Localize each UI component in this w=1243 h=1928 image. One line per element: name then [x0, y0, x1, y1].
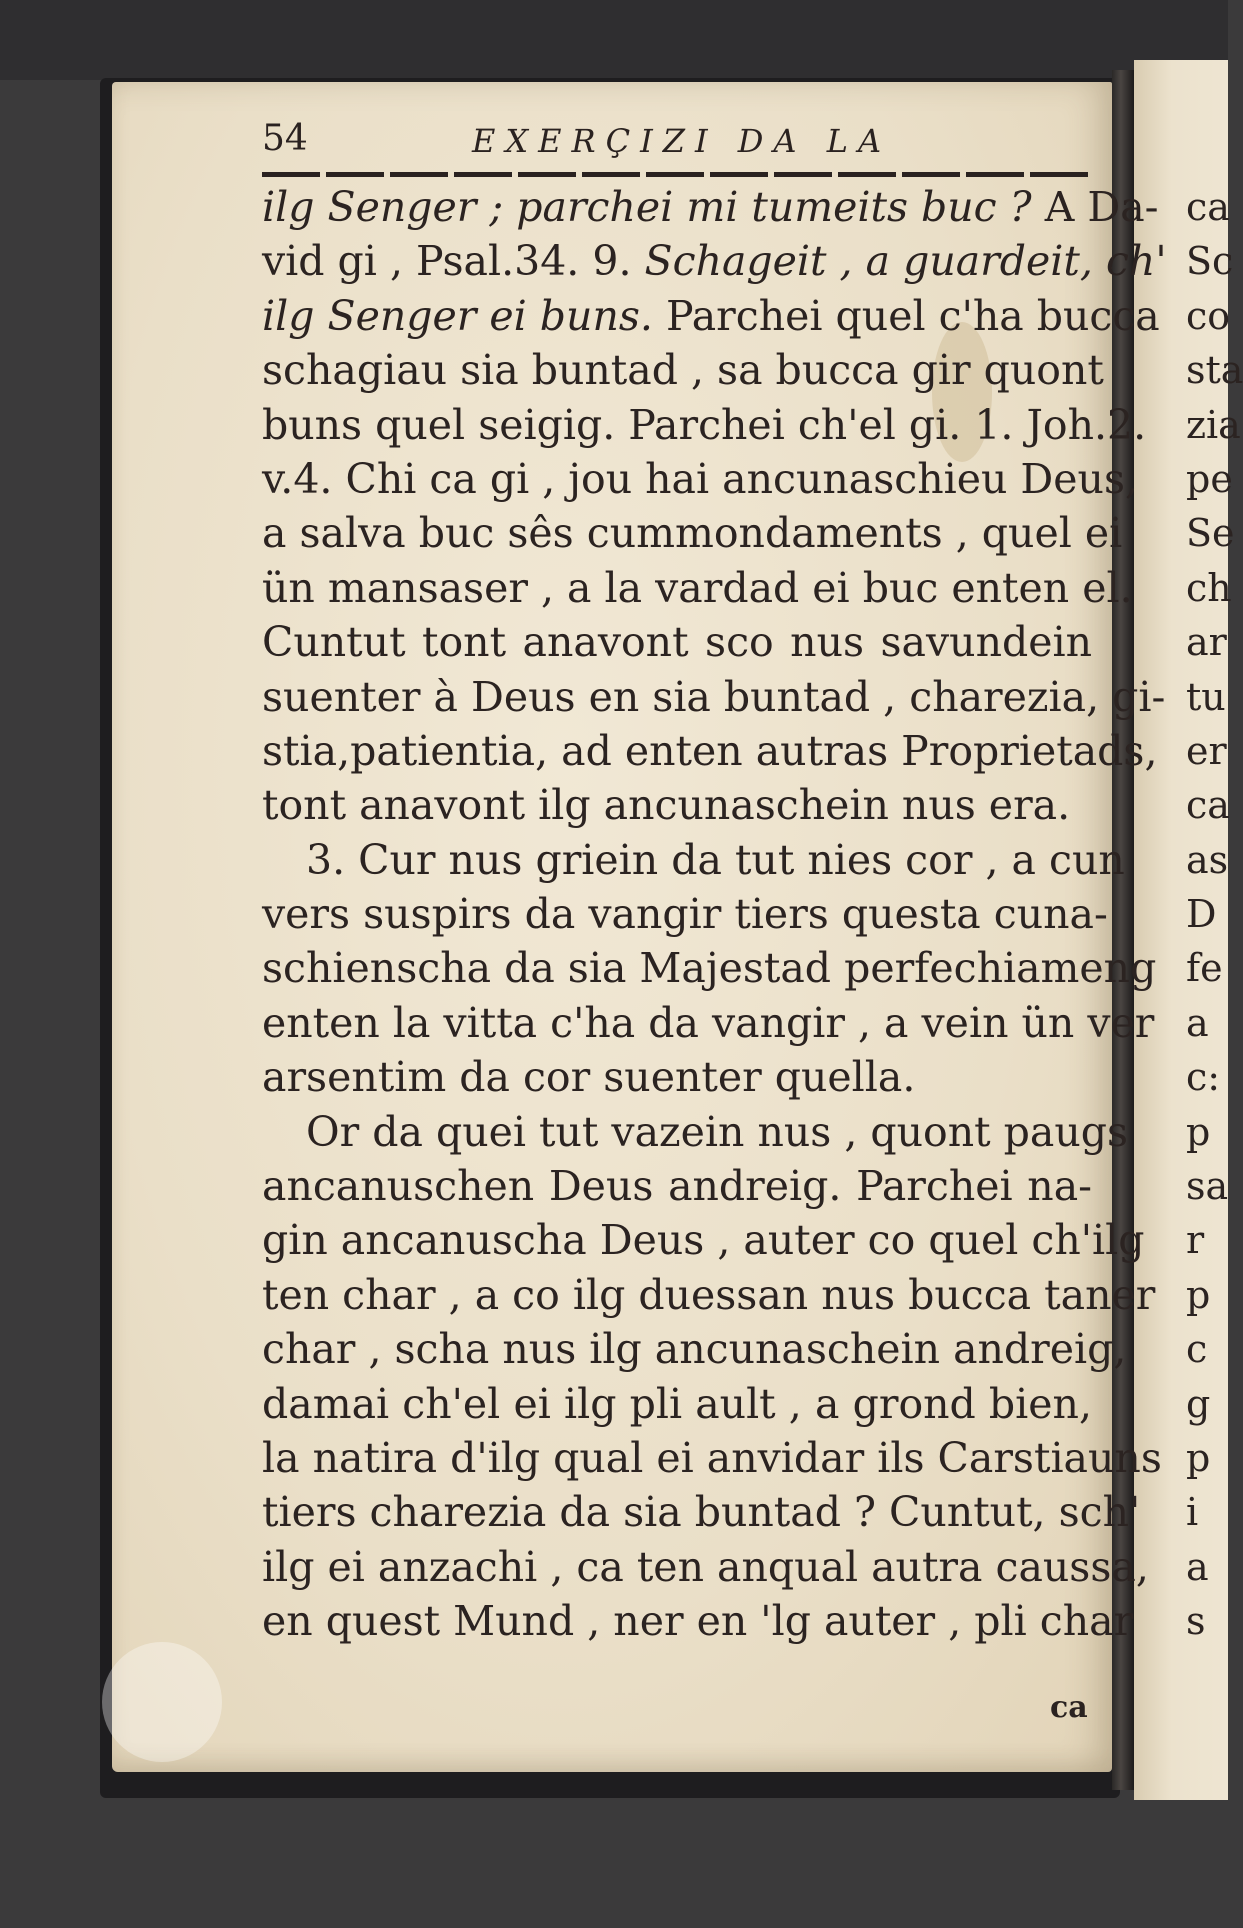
facing-page-fragment: a	[1186, 1000, 1209, 1045]
facing-page-fragment: as	[1186, 837, 1229, 882]
text-line	[262, 506, 1123, 560]
text-run: ancanuschen Deus andreig. Parchei na-	[262, 1162, 1092, 1211]
text-run: tiers charezia da sia buntad ? Cuntut, sch'	[262, 1488, 1141, 1537]
text-line	[262, 1322, 1127, 1376]
text-line	[262, 234, 1167, 288]
text-line	[262, 1268, 1156, 1322]
paper-wear	[102, 1642, 222, 1762]
text-line	[262, 833, 1125, 887]
facing-page-fragment: co	[1186, 293, 1231, 338]
text-run: enten la vitta c'ha da vangir , a vein ün ver	[262, 998, 1155, 1047]
text-run: Parchei quel c'ha bucca	[652, 291, 1160, 340]
facing-page-fragment: ch	[1186, 565, 1232, 610]
text-run: gin ancanuscha Deus , auter co quel ch'ilg	[262, 1216, 1145, 1265]
facing-page-fragment: i	[1186, 1490, 1199, 1535]
facing-page-fragment: zia	[1186, 402, 1241, 447]
text-run: arsentim da cor suenter quella.	[262, 1053, 916, 1102]
text-line	[262, 452, 1139, 506]
facing-page-fragment: c:	[1186, 1055, 1221, 1100]
facing-page-fragment: pe	[1186, 456, 1233, 501]
facing-page-fragment: Se	[1186, 511, 1235, 556]
text-run: Or da quei tut vazein nus , quont paugs	[306, 1107, 1129, 1156]
text-line	[262, 289, 1160, 343]
text-line	[262, 887, 1108, 941]
italic-text: ilg Senger ; parchei mi tumeits buc ?	[262, 183, 1032, 231]
text-run: ten char , a co ilg duessan nus bucca taner	[262, 1270, 1156, 1319]
text-line	[262, 1594, 1134, 1648]
italic-text: ilg Senger ei buns.	[262, 291, 653, 340]
facing-page-fragment: g	[1186, 1381, 1211, 1426]
text-line	[262, 1377, 1092, 1431]
text-line	[262, 1540, 1149, 1594]
text-run: stia,patientia, ad enten autras Proprietads,	[262, 726, 1158, 775]
text-line	[262, 343, 1104, 397]
text-line	[262, 1485, 1141, 1539]
text-run: la natira d'ilg qual ei anvidar ils Carstiauns	[262, 1433, 1162, 1482]
text-run: suenter à Deus en sia buntad , charezia, gi-	[262, 672, 1166, 721]
text-line	[262, 398, 1147, 452]
facing-page-fragment: ca	[1186, 783, 1230, 828]
text-run: vers suspirs da vangir tiers questa cuna-	[262, 890, 1108, 939]
facing-page-fragment: p	[1186, 1272, 1211, 1317]
text-line	[262, 1105, 1129, 1159]
page-header	[262, 118, 1092, 178]
text-line	[262, 1431, 1162, 1485]
page-number: 54	[262, 118, 308, 159]
text-line	[262, 615, 1092, 669]
facing-page-fragment: sa	[1186, 1164, 1229, 1209]
text-run: A Da-	[1031, 183, 1159, 231]
text-run: buns quel seigig. Parchei ch'el gi. 1. Joh.2.	[262, 400, 1147, 449]
text-line	[262, 1050, 1092, 1104]
facing-page-fragment: tu	[1186, 674, 1226, 719]
facing-page-fragment: ar	[1186, 620, 1227, 665]
text-run: tont anavont ilg ancunaschein nus era.	[262, 781, 1071, 830]
text-run: schienscha da sia Majestad perfechiameng	[262, 944, 1157, 993]
text-run: ün mansaser , a la vardad ei buc enten el.	[262, 563, 1133, 612]
scan-background	[0, 0, 1228, 80]
text-line	[262, 941, 1157, 995]
facing-page-fragment: Sc	[1186, 239, 1234, 284]
text-run: schagiau sia buntad , sa bucca gir quont	[262, 346, 1104, 395]
text-run: v.4. Chi ca gi , jou hai ancunaschieu Deus,	[262, 454, 1139, 503]
text-line	[262, 778, 1092, 832]
facing-page-text	[1186, 180, 1243, 1649]
facing-page-fragment: s	[1186, 1599, 1206, 1644]
text-run: damai ch'el ei ilg pli ault , a grond bien,	[262, 1379, 1092, 1428]
italic-text: Schageit , a guardeit, ch'	[644, 237, 1167, 286]
text-line	[262, 1213, 1145, 1267]
text-line	[262, 996, 1155, 1050]
running-title: EXERÇIZI DA LA	[472, 122, 892, 160]
text-run: 3. Cur nus griein da tut nies cor , a cun	[306, 835, 1125, 884]
text-run: char , scha nus ilg ancunaschein andreig,	[262, 1325, 1127, 1374]
text-run: a salva buc sês cummondaments , quel ei	[262, 509, 1123, 558]
facing-page-fragment: r	[1186, 1218, 1205, 1263]
text-line	[262, 670, 1166, 724]
facing-page-fragment: er	[1186, 728, 1227, 773]
text-run: Cuntut tont anavont sco nus savundein	[262, 618, 1092, 667]
facing-page-fragment: c	[1186, 1327, 1208, 1372]
facing-page-fragment: ca	[1186, 185, 1230, 229]
text-run: ilg ei anzachi , ca ten anqual autra caussa,	[262, 1542, 1149, 1591]
header-rule	[262, 172, 1092, 177]
catchword: ca	[1050, 1690, 1088, 1725]
facing-page-fragment: D	[1186, 892, 1217, 937]
body-text	[262, 180, 1167, 1649]
facing-page-fragment: a	[1186, 1544, 1209, 1589]
text-line	[262, 1159, 1092, 1213]
facing-page-fragment: p	[1186, 1435, 1211, 1480]
text-line	[262, 724, 1158, 778]
text-line	[262, 180, 1159, 234]
facing-page-fragment: sta	[1186, 348, 1243, 393]
facing-page-fragment: fe	[1186, 946, 1223, 991]
text-line	[262, 561, 1133, 615]
text-run: en quest Mund , ner en 'lg auter , pli char	[262, 1597, 1134, 1646]
facing-page-fragment: p	[1186, 1109, 1211, 1154]
text-run: vid gi , Psal.34. 9.	[262, 237, 645, 286]
